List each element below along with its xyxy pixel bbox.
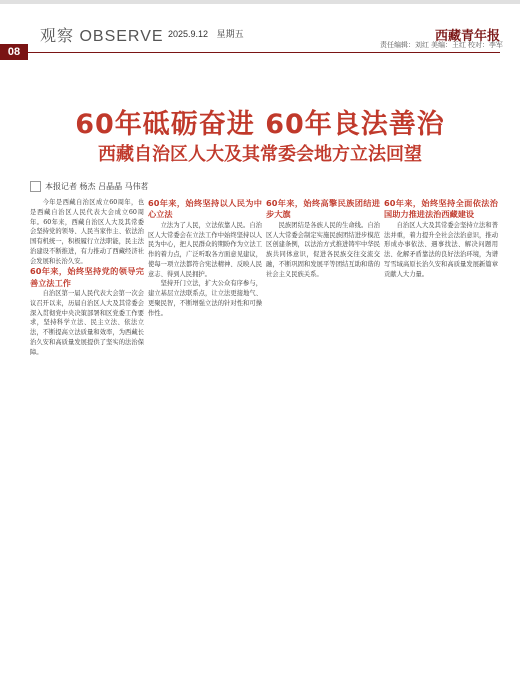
- page-header: [0, 0, 520, 70]
- issue-weekday: 星期五: [216, 29, 244, 39]
- article-column-2: [148, 198, 262, 688]
- article-column-1: [30, 198, 144, 688]
- section-label: [40, 23, 164, 46]
- paragraph: 今年是西藏自治区成立60周年，也是西藏自治区人民代表大会成立60周年。60年来，西藏自治区人大及其常委会坚持党的领导、人民当家作主、依法治国有机统一，积极履行立法职能，民主法治建设不断推进，有力推动了西藏经济社会发展和长治久安。: [30, 199, 144, 265]
- byline-text: 本报记者 杨杰 吕晶晶 马伟茗: [45, 182, 149, 191]
- issue-meta: [168, 27, 250, 40]
- byline: [30, 181, 149, 192]
- headline-sub: 西藏自治区人大及其常委会地方立法回望: [98, 144, 422, 165]
- headline-main: 60年砥砺奋进 60年良法善治: [75, 109, 445, 140]
- issue-date: 2025.9.12: [168, 29, 209, 39]
- section-heading: 60年来，始终坚持全面依法治国助力推进法治西藏建设: [384, 198, 498, 220]
- article-column-3: [266, 198, 380, 688]
- section-heading: 60年来，始终坚持党的领导完善立法工作: [30, 266, 144, 288]
- header-top-bar: [0, 0, 520, 4]
- paragraph: 民族团结是各族人民的生命线。自治区人大常委会制定实施民族团结进步模范区创建条例，以法治方式推进铸牢中华民族共同体意识，促进各民族交往交流交融，不断巩固和发展平等团结互助和谐的社会主义民族关系。: [266, 221, 380, 278]
- header-rule: [28, 52, 500, 53]
- paragraph: 立法为了人民，立法依靠人民。自治区人大常委会在立法工作中始终坚持以人民为中心，把人民群众的期盼作为立法工作的着力点，广泛听取各方面意见建议，使每一项立法都符合宪法精神、反映人民意志、得到人民拥护。: [148, 221, 262, 278]
- pen-icon: [30, 181, 41, 192]
- page-number: 08: [0, 44, 28, 60]
- masthead: 西藏青年报: [434, 29, 500, 44]
- section-name: 观察: [40, 28, 75, 45]
- section-name-en: OBSERVE: [79, 28, 164, 45]
- section-heading: 60年来，始终高擎民族团结进步大旗: [266, 198, 380, 220]
- paragraph: 自治区人大及其常委会坚持立法和普法并重，着力提升全社会法治意识，推动形成办事依法、遇事找法、解决问题用法、化解矛盾靠法的良好法治环境，为谱写雪域高原长治久安和高质量发展新篇章贡献人大力量。: [384, 221, 498, 278]
- paragraph: 自治区第一届人民代表大会第一次会议召开以来，历届自治区人大及其常委会深入贯彻党中央决策部署和区党委工作要求，坚持科学立法、民主立法、依法立法，不断提高立法质量和效率，为西藏长治久安和高质量发展提供了坚实的法治保障。: [30, 290, 144, 356]
- editors-credit: 责任编辑：刘红 美编：王红 校对：李军: [380, 42, 503, 49]
- paragraph: 坚持开门立法，扩大公众有序参与，建立基层立法联系点，让立法更接地气、更聚民智，不断增强立法的针对性和可操作性。: [148, 280, 262, 317]
- article-column-4: [384, 198, 498, 688]
- section-heading: 60年来，始终坚持以人民为中心立法: [148, 198, 262, 220]
